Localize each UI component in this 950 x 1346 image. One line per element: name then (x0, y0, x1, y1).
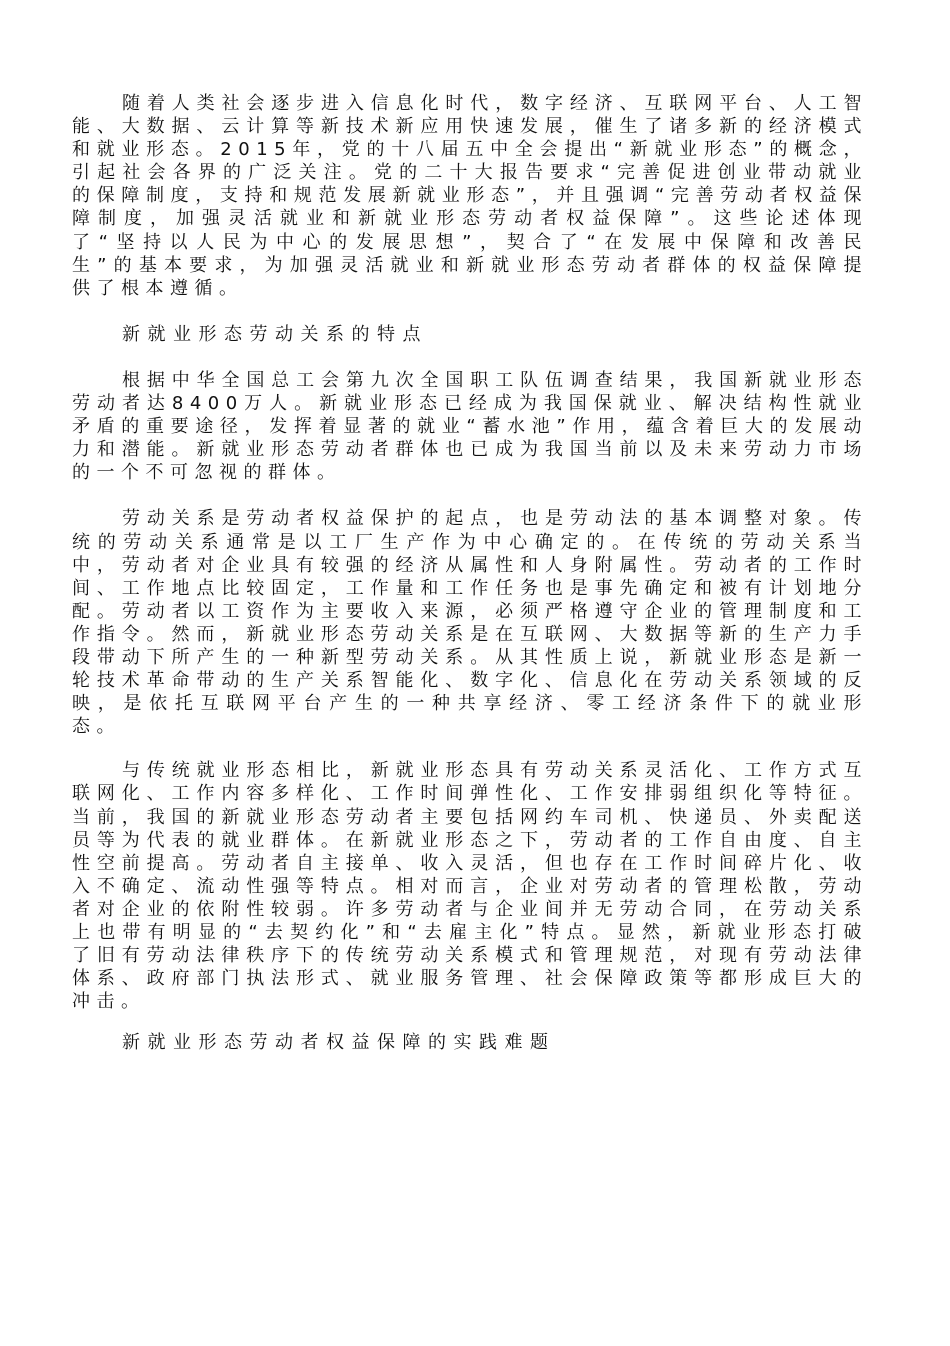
paragraph-spacer (72, 1013, 868, 1031)
paragraph-spacer (72, 738, 868, 759)
section-heading-characteristics: 新就业形态劳动关系的特点 (122, 323, 428, 345)
paragraph-spacer (72, 484, 868, 507)
document-page (72, 92, 868, 1054)
paragraph-spacer (72, 300, 868, 323)
survey-paragraph: 根据中华全国总工会第九次全国职工队伍调查结果，我国新就业形态劳动者达8400万人。新就业形态已经成为我国保就业、解决结构性就业矛盾的重要途径，发挥着显著的就业“蓄水池”作用，蕴含着巨大的发展动力和潜能。新就业形态劳动者群体也已成为我国当前以及未来劳动力市场的一个不可忽视的群体。 (72, 369, 868, 484)
section-heading-challenges: 新就业形态劳动者权益保障的实践难题 (122, 1032, 556, 1054)
comparison-paragraph: 与传统就业形态相比，新就业形态具有劳动关系灵活化、工作方式互联网化、工作内容多样化、工作时间弹性化、工作安排弱组织化等特征。当前，我国的新就业形态劳动者主要包括网约车司机、快递员、外卖配送员等为代表的就业群体。在新就业形态之下，劳动者的工作自由度、自主性空前提高。劳动者自主接单、收入灵活，但也存在工作时间碎片化、收入不确定、流动性强等特点。相对而言，企业对劳动者的管理松散，劳动者对企业的依附性较弱。许多劳动者与企业间并无劳动合同，在劳动关系上也带有明显的“去契约化”和“去雇主化”特点。显然，新就业形态打破了旧有劳动法律秩序下的传统劳动关系模式和管理规范，对现有劳动法律体系、政府部门执法形式、就业服务管理、社会保障政策等都形成巨大的冲击。 (72, 760, 868, 1013)
intro-paragraph: 随着人类社会逐步进入信息化时代，数字经济、互联网平台、人工智能、大数据、云计算等新技术新应用快速发展，催生了诸多新的经济模式和就业形态。2015年，党的十八届五中全会提出“新就业形态”的概念，引起社会各界的广泛关注。党的二十大报告要求“完善促进创业带动就业的保障制度，支持和规范发展新就业形态”，并且强调“完善劳动者权益保障制度，加强灵活就业和新就业形态劳动者权益保障”。这些论述体现了“坚持以人民为中心的发展思想”，契合了“在发展中保障和改善民生”的基本要求，为加强灵活就业和新就业形态劳动者群体的权益保障提供了根本遵循。 (72, 93, 868, 299)
labor-relation-paragraph: 劳动关系是劳动者权益保护的起点，也是劳动法的基本调整对象。传统的劳动关系通常是以工厂生产作为中心确定的。在传统的劳动关系当中，劳动者对企业具有较强的经济从属性和人身附属性。劳动者的工作时间、工作地点比较固定，工作量和工作任务也是事先确定和被有计划地分配。劳动者以工资作为主要收入来源，必须严格遵守企业的管理制度和工作指令。然而，新就业形态劳动关系是在互联网、大数据等新的生产力手段带动下所产生的一种新型劳动关系。从其性质上说，新就业形态是新一轮技术革命带动的生产关系智能化、数字化、信息化在劳动关系领域的反映，是依托互联网平台产生的一种共享经济、零工经济条件下的就业形态。 (72, 508, 868, 738)
paragraph-spacer (72, 346, 868, 369)
